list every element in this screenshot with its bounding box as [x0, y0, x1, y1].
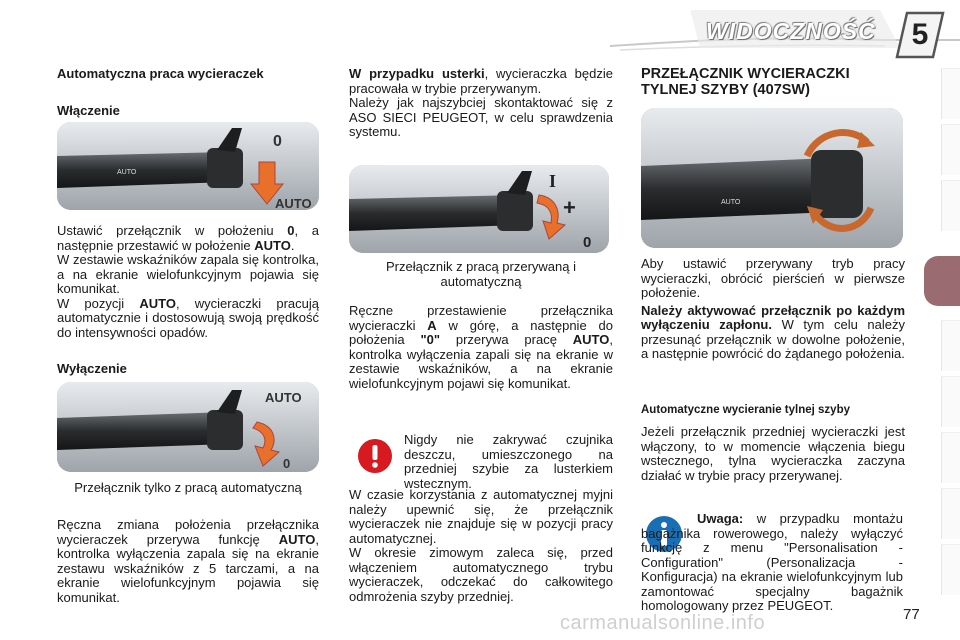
col1-body-a — [57, 224, 319, 340]
paragraph: Jeżeli przełącznik przedniej wycieraczki jest włączony, to w momencie włączenia biegu wstecznego, tylna wycieraczka zaczyna działać w trybie pracy przerywanej. — [641, 424, 905, 483]
paragraph: Ręczne przestawienie przełącznika wycieraczki A w górę, a następnie do położenia "0" przerywa pracę AUTO, kontrolka wyłączenia zapali się na ekranie w zestawie wskaźników, a na ekranie wielofunkcyjnym pojawi się komunikat. — [349, 303, 613, 391]
col2-caption — [349, 260, 613, 289]
svg-text:AUTO: AUTO — [721, 199, 741, 206]
svg-text:AUTO: AUTO — [275, 196, 312, 210]
photo-auto-only-switch — [57, 382, 319, 472]
image-caption: Przełącznik z pracą przerywaną i automatyczną — [385, 259, 577, 289]
chapter-tab-active[interactable] — [924, 256, 960, 306]
chapter-tab[interactable] — [941, 432, 960, 483]
subheading-off: Wyłączenie — [57, 361, 127, 376]
chapter-tab[interactable] — [941, 320, 960, 371]
note-paragraph: Uwaga: w przypadku montażu bagażnika rowerowego, należy wyłączyć funkcję z menu "Personalisation - Configuration" (Personalizacja - Konfiguracja) na ekranie wielofunkcyjnym lub zamontować specjalny bagażnik homologowany przez PEUGEOT. — [641, 511, 903, 613]
photo-auto-switch — [57, 122, 319, 210]
warning-paragraph: W okresie zimowym zaleca się, przed włączeniem automatycznego trybu wycieraczek, odczekać do całkowitego odmrożenia szyby przedniej. — [349, 545, 613, 604]
page-header — [0, 0, 960, 60]
paragraph: Ręczna zmiana położenia przełącznika wycieraczek przerywa funkcję AUTO, kontrolka wyłączenia zapala się na ekranie zestawu wskaźników z 5 tarczami, a na ekranie wielofunkcyjnym pojawia się komunikat. — [57, 517, 319, 605]
warning-paragraph: W czasie korzystania z automatycznej myjni należy upewnić się, że przełącznik wycieraczek nie znajduje się w pozycji pracy automatycznej. — [349, 487, 613, 546]
chapter-tab[interactable] — [941, 376, 960, 427]
section-title: PRZEŁĄCZNIK WYCIERACZKI TYLNEJ SZYBY (407SW) — [641, 66, 850, 98]
svg-text:0: 0 — [273, 133, 282, 150]
warning-text-a — [404, 433, 613, 491]
warning-text-b — [349, 488, 613, 604]
paragraph: W zestawie wskaźników zapala się kontrolka, a na ekranie wielofunkcyjnym pojawia się komunikat. — [57, 252, 319, 296]
warning-icon — [357, 438, 393, 474]
chapter-tab[interactable] — [941, 68, 960, 119]
col3-body-b — [641, 425, 905, 483]
image-caption: Przełącznik tylko z pracą automatyczną — [74, 480, 302, 495]
col1-body-b — [57, 518, 319, 605]
svg-text:I: I — [549, 171, 557, 191]
chapter-tab[interactable] — [941, 544, 960, 595]
chapter-tab[interactable] — [941, 180, 960, 231]
chapter-tabs — [938, 68, 960, 628]
section-title: Automatyczna praca wycieraczek — [57, 66, 264, 81]
svg-text:+: + — [563, 195, 576, 220]
col3-sub — [641, 403, 905, 418]
warning-paragraph: Nigdy nie zakrywać czujnika deszczu, umieszczonego na przedniej szybie za lusterkiem wstecznym. — [404, 432, 613, 491]
paragraph: Należy jak najszybciej skontaktować się z ASO SIECI PEUGEOT, w celu sprawdzenia systemu. — [349, 95, 613, 139]
paragraph: Należy aktywować przełącznik po każdym wyłączeniu zapłonu. W tym celu należy przesunąć przełącznik w dowolne położenie, a następnie powrócić do żądanego położenia. — [641, 302, 906, 361]
col2-body-a — [349, 67, 613, 140]
subheading-on: Włączenie — [57, 103, 120, 118]
paragraph: W przypadku usterki, wycieraczka będzie pracowała w trybie przerywanym. — [349, 66, 613, 96]
paragraph: W pozycji AUTO, wycieraczki pracują automatycznie i dostosowują swoją prędkość do intensywności opadów. — [57, 295, 319, 340]
photo-intermittent-auto-switch — [349, 165, 609, 253]
col3-title — [641, 67, 905, 98]
svg-text:AUTO: AUTO — [265, 390, 302, 405]
col1-sub-on — [57, 104, 319, 119]
page-number: 77 — [903, 606, 920, 623]
col1-sub-off — [57, 362, 319, 377]
chapter-tab[interactable] — [941, 124, 960, 175]
paragraph: Aby ustawić przerywany tryb pracy wycieraczki, obrócić pierścień w pierwsze położenie. — [641, 256, 905, 300]
col1-title — [57, 67, 319, 82]
chapter-number: 5 — [911, 18, 929, 51]
svg-text:0: 0 — [283, 456, 291, 471]
note-text — [641, 512, 903, 614]
svg-text:0: 0 — [583, 234, 592, 251]
chapter-tab[interactable] — [941, 488, 960, 539]
svg-text:AUTO: AUTO — [117, 169, 137, 176]
col2-body-b — [349, 304, 613, 391]
col3-body-a — [641, 257, 905, 362]
watermark: carmanualsonline.info — [560, 612, 766, 634]
col1-caption — [57, 481, 319, 496]
subheading: Automatyczne wycieranie tylnej szyby — [641, 404, 850, 416]
paragraph: Ustawić przełącznik w położeniu 0, a następnie przestawić w położenie AUTO. — [57, 223, 319, 253]
chapter-title: WIDOCZNOŚĆ — [706, 18, 876, 44]
photo-rear-wiper-switch — [641, 108, 903, 248]
